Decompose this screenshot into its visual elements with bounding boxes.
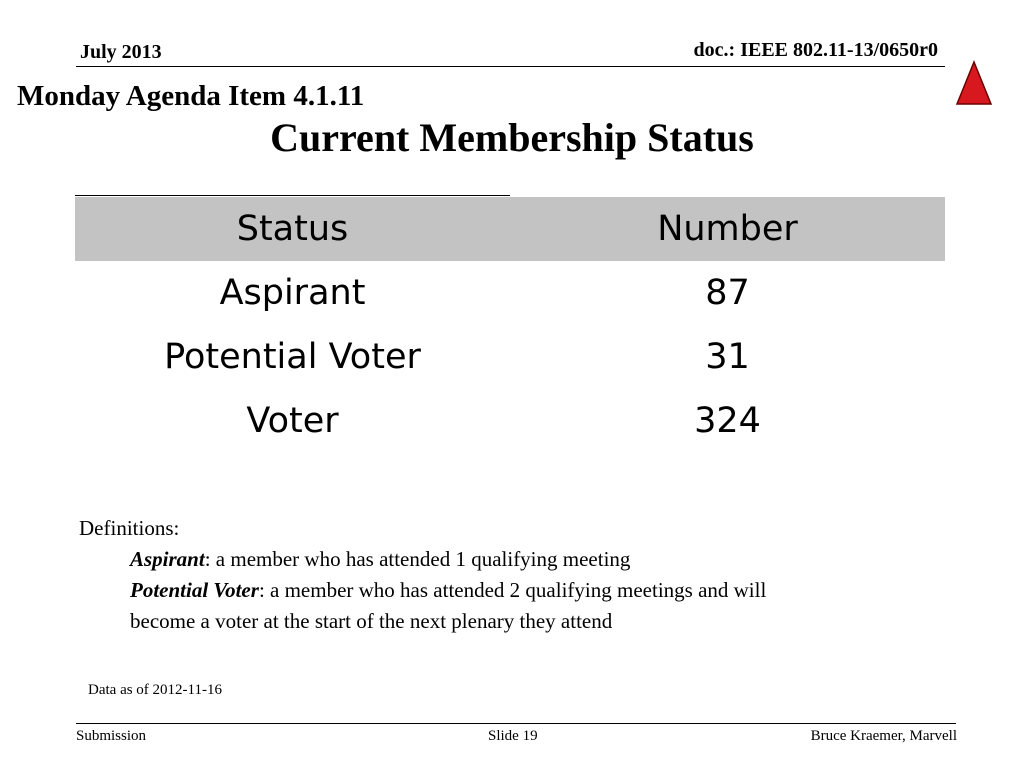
data-as-of-note: Data as of 2012-11-16 bbox=[88, 682, 222, 698]
status-cell: Potential Voter bbox=[164, 337, 421, 377]
status-cell: Voter bbox=[246, 401, 339, 441]
status-cell: Aspirant bbox=[219, 273, 366, 313]
column-header-status: Status bbox=[236, 209, 349, 249]
definition-continuation: become a voter at the start of the next plenary they attend bbox=[130, 609, 613, 633]
table-row bbox=[75, 261, 945, 325]
footer-submission: Submission bbox=[76, 728, 147, 744]
header-date: July 2013 bbox=[80, 41, 162, 63]
definitions-heading: Definitions: bbox=[79, 516, 180, 540]
definition-potential-voter bbox=[79, 575, 766, 606]
footer-slide-number: Slide 19 bbox=[488, 728, 538, 744]
footer-divider bbox=[76, 723, 956, 724]
agenda-item: Monday Agenda Item 4.1.11 bbox=[17, 80, 365, 112]
membership-table bbox=[75, 197, 945, 453]
definition-aspirant bbox=[79, 544, 766, 575]
footer-author: Bruce Kraemer, Marvell bbox=[810, 728, 957, 744]
definitions-block bbox=[79, 513, 766, 637]
column-header-number: Number bbox=[657, 209, 798, 249]
definition-text: : a member who has attended 2 qualifying meetings and will bbox=[258, 578, 767, 602]
number-cell: 87 bbox=[705, 273, 750, 313]
slide-title: Current Membership Status bbox=[270, 115, 754, 160]
table-top-divider bbox=[75, 195, 510, 196]
definition-term: Potential Voter bbox=[130, 578, 259, 602]
definition-term: Aspirant bbox=[130, 547, 205, 571]
number-cell: 324 bbox=[694, 401, 761, 441]
header-doc-id: doc.: IEEE 802.11-13/0650r0 bbox=[693, 39, 938, 61]
triangle-up-icon[interactable] bbox=[955, 60, 993, 106]
definition-text: : a member who has attended 1 qualifying meeting bbox=[204, 547, 631, 571]
table-header-row bbox=[75, 197, 945, 261]
number-cell: 31 bbox=[705, 337, 750, 377]
table-row bbox=[75, 325, 945, 389]
header-divider bbox=[76, 66, 945, 67]
table-row bbox=[75, 389, 945, 453]
